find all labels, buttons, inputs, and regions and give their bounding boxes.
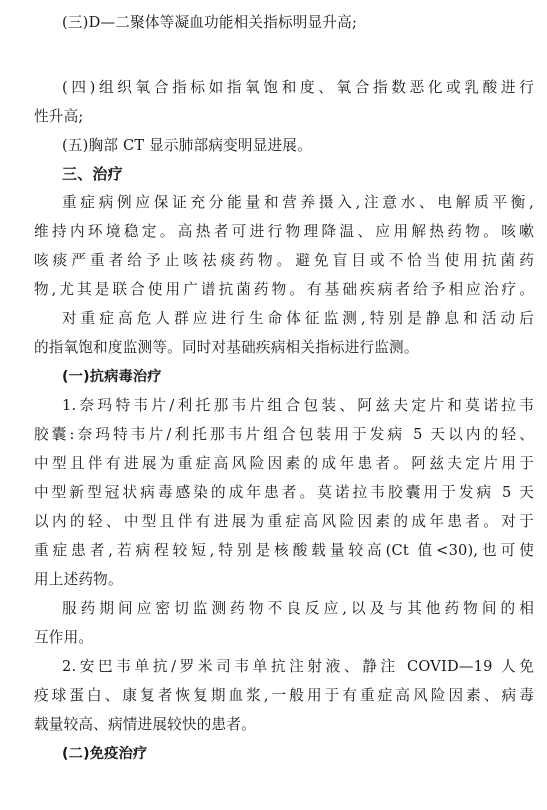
- antiviral-item-1-line-1: 1.奈玛特韦片/利托那韦片组合包装、阿兹夫定片和莫诺拉韦: [62, 397, 534, 414]
- subsection-heading-antiviral: (一)抗病毒治疗: [62, 369, 162, 385]
- monitoring-note-line-2: 互作用。: [34, 629, 94, 646]
- antiviral-item-1-line-4: 中型新型冠状病毒感染的成年患者。莫诺拉韦胶囊用于发病 5 天: [34, 484, 534, 501]
- antiviral-item-1-line-3: 中型且伴有进展为重症高风险因素的成年患者。阿兹夫定片用于: [34, 455, 534, 472]
- monitoring-note-line-1: 服药期间应密切监测药物不良反应,以及与其他药物间的相: [62, 600, 534, 617]
- antiviral-item-2-line-3: 载量较高、病情进展较快的患者。: [34, 716, 256, 733]
- paragraph-1-line-3: 咳痰严重者给予止咳祛痰药物。避免盲目或不恰当使用抗菌药: [34, 252, 534, 269]
- criterion-5-line: (五)胸部 CT 显示肺部病变明显进展。: [62, 137, 312, 154]
- subsection-heading-immunotherapy: (二)免疫治疗: [62, 746, 148, 762]
- section-heading-treatment: 三、治疗: [62, 165, 123, 183]
- criterion-4-line-1: (四)组织氧合指标如指氧饱和度、氧合指数恶化或乳酸进行: [62, 79, 534, 96]
- paragraph-1-line-2: 维持内环境稳定。高热者可进行物理降温、应用解热药物。咳嗽: [34, 223, 534, 240]
- antiviral-item-1-line-6: 重症患者,若病程较短,特别是核酸载量较高(Ct 值<30),也可使: [34, 542, 534, 559]
- criterion-3-line: (三)D—二聚体等凝血功能相关指标明显升高;: [62, 14, 358, 31]
- antiviral-item-2-line-1: 2.安巴韦单抗/罗米司韦单抗注射液、静注 COVID—19 人免: [62, 658, 534, 675]
- paragraph-2-line-1: 对重症高危人群应进行生命体征监测,特别是静息和活动后: [62, 310, 534, 327]
- paragraph-2-line-2: 的指氧饱和度监测等。同时对基础疾病相关指标进行监测。: [34, 339, 419, 356]
- criterion-4-line-2: 性升高;: [34, 108, 84, 125]
- antiviral-item-1-line-5: 以内的轻、中型且伴有进展为重症高风险因素的成年患者。对于: [34, 513, 534, 530]
- paragraph-1-line-1: 重症病例应保证充分能量和营养摄入,注意水、电解质平衡,: [62, 194, 534, 211]
- antiviral-item-1-line-2: 胶囊:奈玛特韦片/利托那韦片组合包装用于发病 5 天以内的轻、: [34, 426, 534, 443]
- antiviral-item-2-line-2: 疫球蛋白、康复者恢复期血浆,一般用于有重症高风险因素、病毒: [34, 687, 534, 704]
- paragraph-1-line-4: 物,尤其是联合使用广谱抗菌药物。有基础疾病者给予相应治疗。: [34, 281, 534, 298]
- antiviral-item-1-line-7: 用上述药物。: [34, 571, 123, 588]
